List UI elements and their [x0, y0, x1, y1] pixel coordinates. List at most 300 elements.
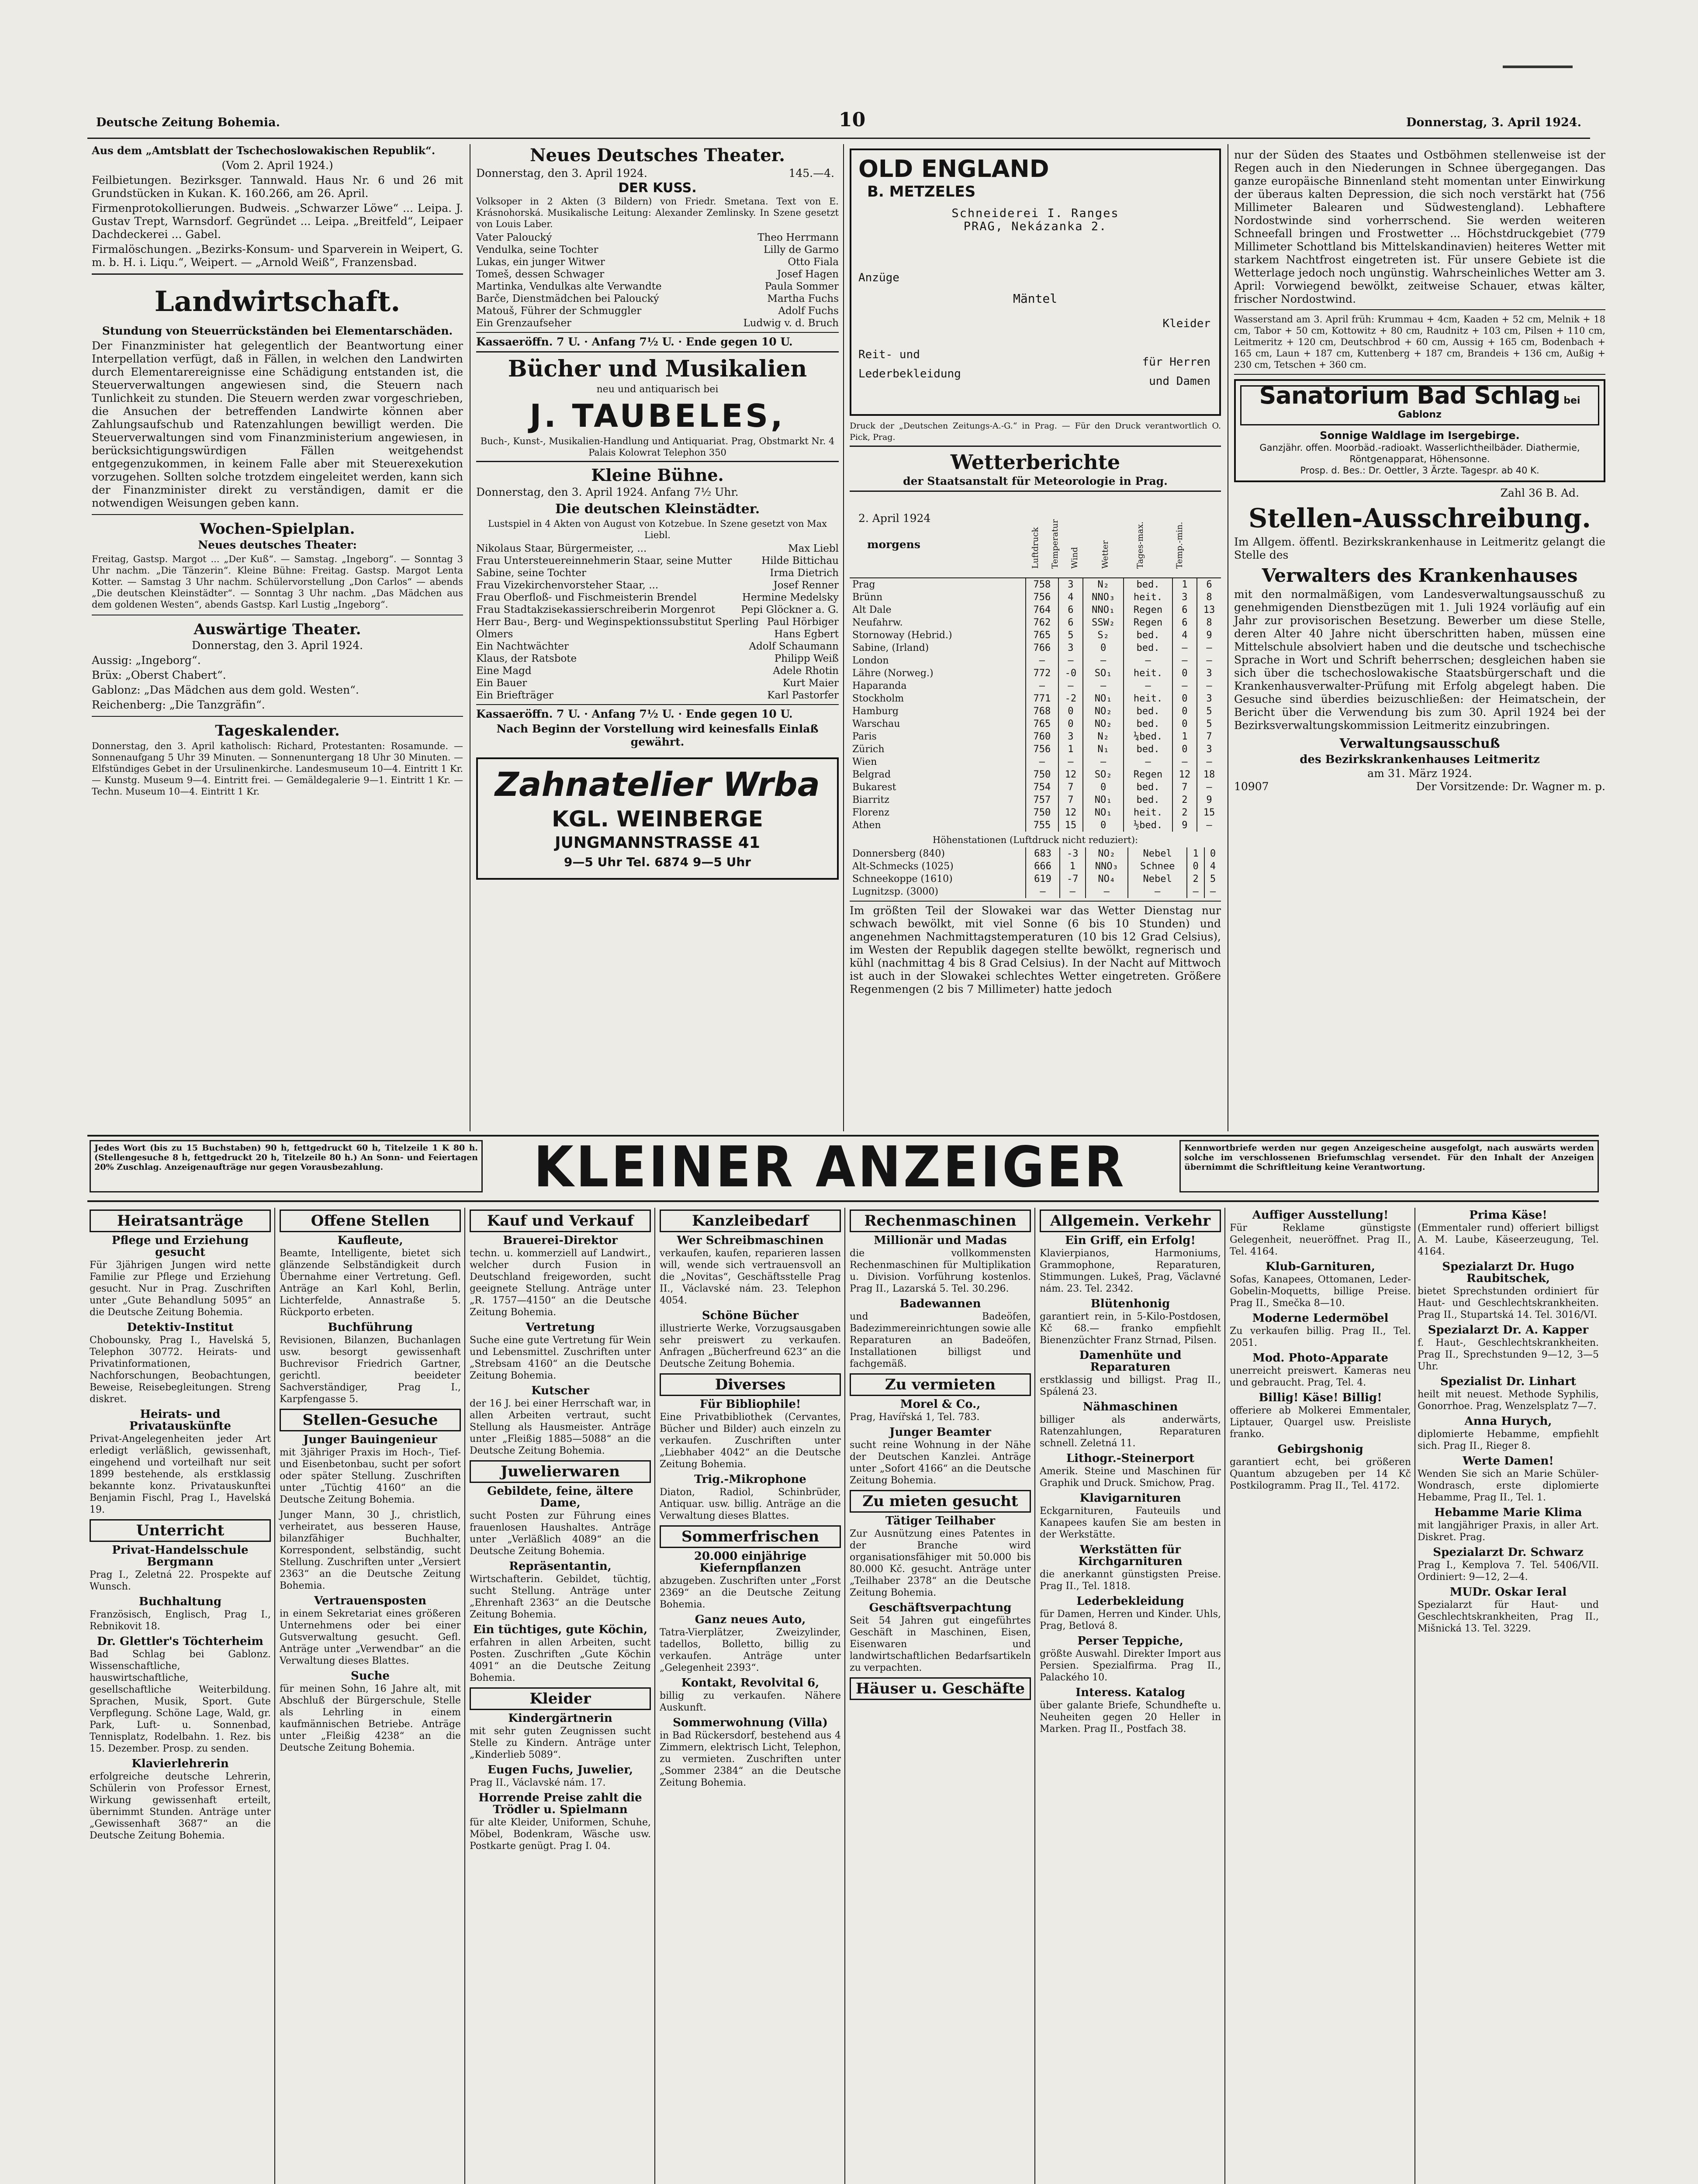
- oe-right: [1106, 314, 1210, 391]
- weather-value: 755: [1026, 819, 1058, 832]
- station-name: Biarritz: [852, 795, 889, 805]
- wrba-title: Zahnatelier Wrba: [495, 765, 820, 804]
- classified-ad-heading: Repräsentantin,: [509, 1560, 612, 1573]
- classified-column: [90, 1208, 271, 2184]
- cast-row: [476, 280, 839, 293]
- classified-ad-body: Privat-Angelegenheiten jeder Art erledigt verläßlich, gewissenhaft, eingehend und vorteilhaft nur seit 1899 bestehende, als erstklassig bekannte konz. Privatauskunftei Benjamin Fischl, Prag I., Havelská 19.: [90, 1434, 271, 1515]
- cast-role: Vater Paloucký: [476, 232, 552, 243]
- classified-ad-heading: Kontakt, Revolvital 6,: [681, 1676, 820, 1690]
- classified-ad-body: sucht Posten zur Führung eines frauenlosen Haushaltes. Anträge unter „Verläßlich 4089“ an die Deutsche Zeitung Bohemia.: [470, 1510, 651, 1557]
- weather-value: 0: [1083, 642, 1124, 654]
- weather-value: 7: [1058, 794, 1083, 806]
- classified-ad-heading: Gebirgshonig: [1277, 1443, 1363, 1456]
- weather-value: 4: [1172, 629, 1197, 642]
- classified-ad-heading: Heirats- und Privatauskünfte: [129, 1408, 232, 1433]
- weather-value: 1: [1172, 578, 1197, 591]
- weather-value: 683: [1026, 847, 1060, 860]
- play-title: DER KUSS.: [618, 180, 697, 196]
- classified-ad-heading: Buchhaltung: [138, 1595, 222, 1608]
- weather-value: —: [1197, 680, 1221, 692]
- classified-section-heading: Rechenmaschinen: [850, 1209, 1031, 1232]
- wasserstand: Wasserstand am 3. April früh: Krummau + 4cm, Kaaden + 52 cm, Melnik + 18 cm, Tabor + 50 cm, Kottowitz + 80 cm, Raudnitz + 103 cm, Pilsen + 110 cm, Leitmeritz + 120 cm, Deutschbrod + 60 cm, Aussig + 165 cm, Bodenbach + 165 cm, Laun + 187 cm, Kuttenberg + 187 cm, Brandeis + 136 cm, Außig + 230 cm, Tetschen + 360 cm.: [1234, 314, 1605, 370]
- oe-mid: Mäntel: [1013, 291, 1058, 306]
- station-name: Belgrad: [852, 769, 891, 780]
- cast-row: [476, 616, 839, 628]
- weather-value: —: [1124, 756, 1172, 768]
- classified-ad-body: Revisionen, Bilanzen, Buchanlagen usw. besorgt gewissenhaft Buchrevisor Friedrich Gartner, gerichtl. beeideter Sachverständiger, Prag I., Karpfengasse 5.: [280, 1335, 461, 1405]
- wrba-place: KGL. WEINBERGE: [552, 806, 763, 832]
- weather-value: 619: [1026, 873, 1060, 885]
- classified-ad-heading: Millionär und Madas: [874, 1234, 1007, 1247]
- classified-ad-heading: Wer Schreibmaschinen: [677, 1234, 824, 1247]
- column-divider: [843, 144, 844, 1131]
- classified-ad-body: abzugeben. Zuschriften unter „Forst 2369“ an die Deutsche Zeitung Bohemia.: [660, 1576, 841, 1610]
- classified-ad-body: erfahren in allen Arbeiten, sucht Posten. Zuschriften „Gute Köchin 4091“ an die Deutsche Zeitung Bohemia.: [470, 1637, 651, 1683]
- verwaltung-number: 10907: [1234, 780, 1269, 793]
- auswaertige-line: Brüx: „Oberst Chabert“.: [92, 669, 226, 681]
- classified-ad-heading: Ganz neues Auto,: [695, 1613, 806, 1626]
- weather-value: 3: [1197, 743, 1221, 756]
- weather-value: NO₂: [1083, 718, 1124, 730]
- weather-value: 3: [1058, 578, 1083, 591]
- weather-value: 765: [1026, 718, 1058, 730]
- wetter-sub: der Staatsanstalt für Meteorologie in Prag.: [903, 475, 1168, 487]
- classified-divider: [654, 1208, 655, 2184]
- classified-ad-body: Prag I., Zeletná 22. Prospekte auf Wunsch.: [90, 1569, 271, 1592]
- oe-left: [858, 268, 972, 384]
- classified-ad-body: der 16 J. bei einer Herrschaft war, in allen Arbeiten vertraut, sucht Stellung als Hausmeister. Anträge unter „Fleißig 1885—5088“ an die Deutsche Zeitung Bohemia.: [470, 1398, 651, 1456]
- classified-ad-heading: Perser Teppiche,: [1077, 1635, 1183, 1648]
- weather-table: [850, 578, 1221, 832]
- classified-ad-heading: Geschäftsverpachtung: [869, 1601, 1012, 1614]
- weather-row: [850, 578, 1221, 591]
- weather-value: 4: [1204, 860, 1221, 873]
- station-name: Hamburg: [852, 706, 899, 717]
- cast-role: Eine Magd: [476, 665, 532, 677]
- kleine-buehne-play: Die deutschen Kleinstädter.: [555, 501, 760, 517]
- sanatorium-near: bei Gablonz: [1398, 395, 1580, 420]
- classified-section-heading: Allgemein. Verkehr: [1040, 1209, 1221, 1232]
- weather-value: 766: [1026, 642, 1058, 654]
- station-name: Alt Dale: [852, 605, 892, 615]
- classified-ad-body: f. Haut-, Geschlechtskrankheiten. Prag II., Sprechstunden 9—12, 3—5 Uhr.: [1418, 1337, 1599, 1372]
- weather-value: SSW₂: [1083, 616, 1124, 629]
- oe-left-line: Reit- und: [858, 348, 920, 361]
- weather-value: Nebel: [1128, 847, 1187, 860]
- station-name: Haparanda: [852, 681, 907, 691]
- classified-ad-body: Junger Mann, 30 J., christlich, verheiratet, aus besseren Hause, bilanzfähiger Buchhalter, Korrespondent, selbständig, sucht Stellung. Zuschriften unter „Versiert 2363“ an die Deutsche Zeitung Bohemia.: [280, 1510, 461, 1591]
- verwaltung-title: Verwaltungsausschuß: [1339, 736, 1500, 751]
- classified-ad-heading: Vertretung: [526, 1321, 595, 1334]
- weather-row: [850, 794, 1221, 806]
- wetter-title: Wetterberichte: [950, 450, 1120, 474]
- classified-column: [850, 1208, 1031, 2184]
- classified-ad-body: Bad Schlag bei Gablonz. Wissenschaftliche, hauswirtschaftliche, gesellschaftliche Weiterbildung. Sprachen, Musik, Sport. Gute Verpflegung. Schöne Lage, Wald, gr. Park, Luft- u. Sonnenbad, Tennisplatz, Rodelbahn. 1. Rez. bis 15. Dezember. Prosp. zu senden.: [90, 1649, 271, 1754]
- weather-value: N₁: [1083, 743, 1124, 756]
- weather-value: 6: [1172, 604, 1197, 616]
- station-name: Bukarest: [852, 782, 896, 793]
- weather-value: 12: [1172, 768, 1197, 781]
- classified-ad-body: Amerik. Steine und Maschinen für Graphik und Druck. Smichow, Prag.: [1040, 1466, 1221, 1489]
- weather-value: SO₁: [1083, 667, 1124, 680]
- weather-value: 18: [1197, 768, 1221, 781]
- wochenspielplan-sub: Neues deutsches Theater:: [198, 539, 357, 551]
- classified-ad-heading: Spezialist Dr. Linhart: [1440, 1375, 1576, 1388]
- classified-ad-body: Chobounsky, Prag I., Havelská 5, Telephon 30772. Heirats- und Privatinformationen, Nachforschungen, Beobachtungen, Beweise, Reisebegleitungen. Streng diskret.: [90, 1335, 271, 1405]
- anzeiger-notice-text: Kennwortbriefe werden nur gegen Anzeigescheine ausgefolgt, nach auswärts werden solche im verschlossenen Briefumschlag versendet. Für den Inhalt der Anzeigen übernimmt die Schriftleitung keine Verantwortung.: [1184, 1143, 1594, 1172]
- weather-value: 756: [1026, 591, 1058, 604]
- weather-value: NNO₃: [1083, 591, 1124, 604]
- classified-ad-body: techn. u. kommerziell auf Landwirt., welcher durch Fusion in Deutschland freigeworden, sucht geeignete Stellung. Anträge unter „R. 1757—4150“ an die Deutsche Zeitung Bohemia.: [470, 1248, 651, 1318]
- weather-value: 2: [1172, 794, 1197, 806]
- weather-value: bed.: [1124, 578, 1172, 591]
- weather-value: NO₁: [1083, 692, 1124, 705]
- station-name: Florenz: [852, 807, 889, 818]
- wetter-table: [850, 578, 1221, 832]
- weather-value: —: [1204, 885, 1221, 898]
- station-name: Paris: [852, 731, 877, 742]
- classified-ad-heading: Für Bibliophile!: [699, 1398, 801, 1411]
- cast-role: Frau Stadtakzisekassierschreiberin Morgenrot: [476, 604, 716, 615]
- wochenspielplan-text: Freitag, Gastsp. Margot ... „Der Kuß“. — Samstag. „Ingeborg“. — Sonntag 3 Uhr nachm. „Die Tänzerin“. Kleine Bühne: Freitag. Gastsp. Margot Lenta Kotter. — Samstag 3 Uhr nachm. Schülervorstellung „Don Carlos“ — abends „Die deutschen Kleinstädter“. — Sonntag 3 Uhr nachm. „Das Mädchen aus dem goldenen Westen“, abends Gastsp. Karl Lustig „Ingeborg“.: [92, 554, 463, 610]
- weather-row: [850, 591, 1221, 604]
- weather-value: —: [1026, 654, 1058, 667]
- weather-value: 7: [1058, 781, 1083, 794]
- anzeiger-title: KLEINER ANZEIGER: [533, 1135, 1127, 1200]
- classified-column: [470, 1208, 651, 2184]
- weather-value: —: [1172, 642, 1197, 654]
- classified-ad-body: Beamte, Intelligente, bietet sich glänzende Selbständigkeit durch Übernahme einer Vertretung. Gefl. Anträge an Karl Kohl, Berlin, Lichterfelde, Annastraße 5. Rückporto erbeten.: [280, 1248, 461, 1318]
- cast-role: Herr Bau-, Berg- und Weginspektionssubstitut Sperling: [476, 616, 759, 628]
- classified-ad-heading: 20.000 einjährige Kiefernpflanzen: [694, 1550, 807, 1575]
- cast-row: [476, 689, 839, 702]
- weather-value: 758: [1026, 578, 1058, 591]
- weather-value: bed.: [1124, 743, 1172, 756]
- weather-value: Regen: [1124, 616, 1172, 629]
- station-name: Stornoway (Hebrid.): [852, 630, 952, 641]
- weather-value: —: [1060, 885, 1086, 898]
- hoehen-title: Höhenstationen (Luftdruck nicht reduziert):: [932, 835, 1138, 845]
- amtsblatt-item: Firmalöschungen. „Bezirks-Konsum- und Sparverein in Weipert, G. m. b. H. i. Liqu.“, Weipert. — „Arnold Weiß“, Franzensbad.: [92, 243, 463, 269]
- weather-value: —: [1197, 642, 1221, 654]
- column-1: [92, 144, 463, 1123]
- classified-section-heading: Kauf und Verkauf: [470, 1209, 651, 1232]
- cast-row: [476, 677, 839, 689]
- anzeiger-notice: [1179, 1140, 1599, 1192]
- classified-section-heading: Zu vermieten: [850, 1373, 1031, 1396]
- oe-sub: B. METZELES: [867, 183, 976, 200]
- auswaertige-line: Gablonz: „Das Mädchen aus dem gold. Westen“.: [92, 684, 359, 696]
- weather-row: [850, 718, 1221, 730]
- station-name: Zürich: [852, 744, 885, 755]
- cast-row: [476, 653, 839, 665]
- cast-row: [476, 293, 839, 305]
- wetter-date: 2. April 1924: [858, 512, 931, 525]
- classified-ad-body: Prag, Havířská 1, Tel. 783.: [850, 1412, 980, 1423]
- weather-value: ¼bed.: [1124, 730, 1172, 743]
- verwaltung-date: am 31. März 1924.: [1367, 767, 1472, 780]
- classified-ad-heading: Vertrauensposten: [314, 1594, 427, 1607]
- classified-ad-body: garantiert echt, bei größeren Quantum abzugeben per 14 Kč Postkilogramm. Prag II., Tel. 4172.: [1230, 1457, 1411, 1491]
- weather-value: -2: [1058, 692, 1083, 705]
- kleine-buehne-title: Kleine Bühne.: [591, 465, 724, 485]
- weather-row: [850, 756, 1221, 768]
- oe-line1: Schneiderei I. Ranges: [951, 207, 1119, 220]
- weather-row: [850, 768, 1221, 781]
- classified-column: [280, 1208, 461, 2184]
- classified-ad-body: Tatra-Vierplätzer, Zweizylinder, tadellos, Bolletto, billig zu verkaufen. Anträge unter „Gelegenheit 2393“.: [660, 1627, 841, 1673]
- classified-ad-heading: Morel & Co.,: [900, 1398, 981, 1411]
- classified-ad-heading: Hebamme Marie Klima: [1434, 1506, 1582, 1519]
- classified-ad-body: verkaufen, kaufen, reparieren lassen will, wende sich vertrauensvoll an die „Novitas“, Geschäftsstelle Prag II., Václavské nám. 23. Telephon 4054.: [660, 1248, 841, 1306]
- weather-value: bed.: [1124, 781, 1172, 794]
- weather-value: 0: [1058, 718, 1083, 730]
- cast-actor: Adele Rhotin: [773, 665, 839, 677]
- buecher-title: Bücher und Musikalien: [508, 356, 807, 382]
- classified-ad-heading: Kaufleute,: [337, 1234, 403, 1247]
- weather-value: 0: [1172, 692, 1197, 705]
- wetter-continued: nur der Süden des Staates und Ostböhmen stellenweise ist der Regen auch in den Niederungen in Schnee übergegangen. Das ganze europäische Binnenland steht momentan unter Einwirkung der überaus kalten Depression, die sich noch verstärkt hat (756 Millimeter Balearen und Südwestengland). Lebhaftere Nordostwinde sind vorherrschend. Sie werden weiteren Schneefall bringen und Frostwetter ... Höchstdruckgebiet (779 Millimeter Schottland bis Mittelskandinavien) heiteres Wetter mit starkem Nachtfrost eingetreten ist. Für unsere Gebiete ist die Wetterlage jedoch noch ungünstig. Wahrscheinliches Wetter am 3. April: Vorwiegend bewölkt, zeitweise Schauer, etwas kälter, frischer Nordostwind.: [1234, 149, 1605, 305]
- weather-value: 12: [1058, 768, 1083, 781]
- weather-row: [850, 654, 1221, 667]
- weather-row: [850, 705, 1221, 718]
- classified-ad-body: in einem Sekretariat eines größeren Unternehmens oder bei einer Gutsverwaltung gesucht. Gefl. Anträge unter „Verwendbar“ an die Verwaltung dieses Blattes.: [280, 1608, 461, 1666]
- weather-row: [850, 743, 1221, 756]
- weather-value: 3: [1058, 730, 1083, 743]
- weather-value: NNO₃: [1086, 860, 1128, 873]
- page-date: Donnerstag, 3. April 1924.: [1406, 116, 1581, 129]
- weather-value: 7: [1197, 730, 1221, 743]
- classified-section-heading: Kanzleibedarf: [660, 1209, 841, 1232]
- weather-table: [850, 847, 1221, 898]
- amtsblatt-item: Feilbietungen. Bezirksger. Tannwald. Haus Nr. 6 und 26 mit Grundstücken in Kukan. K. 160.266, am 26. April.: [92, 174, 463, 200]
- weather-row: [850, 680, 1221, 692]
- classified-section-heading: Häuser u. Geschäfte: [850, 1677, 1031, 1700]
- cast-actor: Paula Sommer: [764, 281, 839, 292]
- weather-value: 6: [1172, 616, 1197, 629]
- header-rule: [87, 138, 1590, 139]
- auswaertige-line: Reichenberg: „Die Tanzgräfin“.: [92, 698, 265, 711]
- weather-value: 0: [1172, 718, 1197, 730]
- weather-row: [850, 667, 1221, 680]
- weather-row: [850, 860, 1221, 873]
- weather-value: —: [1172, 680, 1197, 692]
- kleine-buehne-times: Kassaeröffn. 7 U. · Anfang 7½ U. · Ende gegen 10 U.: [476, 708, 793, 720]
- weather-value: 1: [1187, 847, 1204, 860]
- banner-rule-bottom: [87, 1200, 1599, 1202]
- station-name: Wien: [852, 757, 877, 767]
- classified-ad-body: erstklassig und billigst. Prag II., Spálená 23.: [1040, 1375, 1221, 1397]
- weather-value: ½bed.: [1124, 819, 1172, 832]
- cast-row: [476, 665, 839, 677]
- cast-actor: Hilde Bittichau: [761, 555, 839, 567]
- weather-value: —: [1083, 756, 1124, 768]
- kleine-buehne-date: Donnerstag, den 3. April 1924. Anfang 7½ Uhr.: [476, 486, 739, 498]
- weather-row: [850, 692, 1221, 705]
- tageskalender-text: Donnerstag, den 3. April katholisch: Richard, Protestanten: Rosamunde. — Sonnenaufgang 5 Uhr 39 Minuten. — Sonnenuntergang 18 Uhr 30 Minuten. — Elfstündiges Gebet in der Ursulinenkirche. Landesmuseum 10—4. Eintritt 1 Kr. — Kunstg. Museum 9—4. Eintritt frei. — Gemäldegalerie 9—1. Eintritt 1 Kr. — Techn. Museum 10—4. Eintritt 1 Kr.: [92, 741, 463, 797]
- weather-row: [850, 873, 1221, 885]
- weather-value: 2: [1172, 806, 1197, 819]
- station-name: Donnersberg (840): [852, 848, 945, 859]
- weather-value: —: [1124, 654, 1172, 667]
- station-name: Brünn: [852, 592, 883, 603]
- classified-ad-heading: Moderne Ledermöbel: [1252, 1312, 1389, 1325]
- classified-ad-heading: Mod. Photo-Apparate: [1252, 1351, 1388, 1365]
- weather-value: —: [1058, 654, 1083, 667]
- classified-ad-heading: Blütenhonig: [1090, 1297, 1170, 1310]
- cast-row: [476, 567, 839, 579]
- weather-row: [850, 781, 1221, 794]
- section-landwirtschaft-title: Landwirtschaft.: [154, 285, 401, 318]
- station-name: Alt-Schmecks (1025): [852, 861, 954, 872]
- weather-value: 5: [1204, 873, 1221, 885]
- classified-divider: [274, 1208, 275, 2184]
- weather-value: 3: [1058, 642, 1083, 654]
- classified-ad-body: und Badeöfen, Badezimmereinrichtungen sowie alle Reparaturen an Badeöfen, Installationen billigst und fachgemäß.: [850, 1311, 1031, 1369]
- classified-ad-heading: Lederbekleidung: [1076, 1595, 1184, 1608]
- classified-ad-heading: Trig.-Mikrophone: [694, 1473, 806, 1486]
- cast-role: Ein Grenzaufseher: [476, 318, 572, 329]
- oe-right-line: Kleider: [1162, 317, 1210, 330]
- weather-value: NO₄: [1086, 873, 1128, 885]
- weather-value: 1: [1060, 860, 1086, 873]
- oe-left-line: Anzüge: [858, 271, 899, 284]
- weather-row: [850, 847, 1221, 860]
- classified-ad-heading: Junger Beamter: [889, 1426, 991, 1439]
- wetter-header: Luftdruck: [1031, 527, 1040, 569]
- weather-value: Nebel: [1128, 873, 1187, 885]
- cast-actor: Josef Hagen: [777, 269, 839, 280]
- classified-ad-body: garantiert rein, in 5-Kilo-Postdosen, Kč 68.— franko empfiehlt Bienenzüchter Franz Strnad, Pilsen.: [1040, 1311, 1221, 1346]
- weather-value: 772: [1026, 667, 1058, 680]
- cast-actor: Josef Renner: [773, 580, 839, 591]
- weather-value: heit.: [1124, 667, 1172, 680]
- classified-ad-body: Prag II., Václavské nám. 17.: [470, 1777, 606, 1788]
- auswaertige-theater-title: Auswärtige Theater.: [194, 621, 361, 638]
- weather-value: —: [1197, 781, 1221, 794]
- sanatorium-line: Ganzjähr. offen. Moorbäd.-radioakt. Wasserlichtheilbäder. Diathermie, Röntgenapparat, Höhensonne.: [1259, 442, 1580, 464]
- section-landwirtschaft-sub: Stundung von Steuerrückständen bei Elementarschäden.: [102, 325, 453, 337]
- classified-ad-body: Sofas, Kanapees, Ottomanen, Leder-Gobelin-Moquetts, billige Preise. Prag II., Smečka 8—10.: [1230, 1274, 1411, 1309]
- weather-value: 8: [1197, 616, 1221, 629]
- classified-ad-heading: Schöne Bücher: [702, 1309, 799, 1322]
- classified-ad-body: Zur Ausnützung eines Patentes in der Branche wird organisationsfähiger mit 50.000 bis 80.000 Kč. gesucht. Anträge unter „Teilhaber 2378“ an die Deutsche Zeitung Bohemia.: [850, 1528, 1031, 1598]
- weather-value: —: [1172, 654, 1197, 667]
- classified-ad-body: Suche eine gute Vertretung für Wein und Lebensmittel. Zuschriften unter „Strebsam 4160“ an die Deutsche Zeitung Bohemia.: [470, 1335, 651, 1381]
- oe-line2: PRAG, Nekázanka 2.: [963, 220, 1107, 233]
- wetter-header: Tages-max.: [1135, 521, 1145, 569]
- cast-row: [476, 244, 839, 256]
- oe-title: OLD ENGLAND: [858, 155, 1049, 183]
- amtsblatt-title: Aus dem „Amtsblatt der Tschechoslowakischen Republik“.: [92, 144, 436, 157]
- classified-ad-body: unerreicht preiswert. Kameras neu und gebraucht. Prag, Tel. 4.: [1230, 1365, 1411, 1388]
- cast-role: Vendulka, seine Tochter: [476, 244, 598, 256]
- cast-row: [476, 604, 839, 616]
- classified-column: [1230, 1208, 1411, 2184]
- weather-row: [850, 604, 1221, 616]
- weather-value: 765: [1026, 629, 1058, 642]
- classified-ad-body: Wenden Sie sich an Marie Schüler-Wondrasch, erste diplomierte Hebamme, Prag II., Tel. 1.: [1418, 1469, 1599, 1503]
- sanatorium-ad: [1234, 379, 1605, 482]
- classified-ad-body: über galante Briefe, Schundhefte u. Neuheiten gegen 20 Heller in Marken. Prag II., Postfach 38.: [1040, 1700, 1221, 1735]
- classified-ad-body: diplomierte Hebamme, empfiehlt sich. Prag II., Rieger 8.: [1418, 1429, 1599, 1451]
- cast-actor: Ludwig v. d. Bruch: [743, 318, 839, 329]
- weather-value: 0: [1083, 819, 1124, 832]
- weather-value: bed.: [1124, 629, 1172, 642]
- classified-ad-body: mit sehr guten Zeugnissen sucht Stelle zu Kindern. Anträge unter „Kinderlieb 5089“.: [470, 1726, 651, 1760]
- weather-value: 762: [1026, 616, 1058, 629]
- weather-value: 6: [1197, 578, 1221, 591]
- weather-value: —: [1197, 756, 1221, 768]
- classified-ad-heading: Pflege und Erziehung gesucht: [111, 1234, 249, 1259]
- weather-value: SO₂: [1083, 768, 1124, 781]
- weather-value: bed.: [1124, 794, 1172, 806]
- cast-actor: Adolf Schaumann: [749, 641, 839, 652]
- classified-section-heading: Kleider: [470, 1687, 651, 1710]
- anzeiger-rates-text: Jedes Wort (bis zu 15 Buchstaben) 90 h, fettgedruckt 60 h, Titelzeile 1 K 80 h. (Stellengesuche 8 h, fettgedruckt 20 h, Titelzeile 80 h.) An Sonn- und Feiertagen 20% Zuschlag. Anzeigenaufträge nur gegen Vorausbezahlung.: [94, 1143, 478, 1172]
- station-name: Lugnitzsp. (3000): [852, 886, 939, 897]
- classified-ad-heading: Billig! Käse! Billig!: [1259, 1391, 1382, 1404]
- taubeles-name: J. TAUBELES,: [529, 397, 785, 434]
- weather-value: heit.: [1124, 692, 1172, 705]
- cast-actor: Martha Fuchs: [767, 293, 839, 304]
- cast-role: Martinka, Vendulkas alte Verwandte: [476, 281, 662, 292]
- station-name: Warschau: [852, 719, 900, 729]
- classified-ad-body: bietet Sprechstunden ordiniert für Haut- und Geschlechtskrankheiten. Prag II., Stupartská 14. Tel. 3016/VI.: [1418, 1286, 1599, 1320]
- classified-ad-heading: Klub-Garnituren,: [1266, 1260, 1375, 1273]
- theater-title: Neues Deutsches Theater.: [529, 145, 785, 166]
- classified-section-heading: Zu mieten gesucht: [850, 1490, 1031, 1513]
- classified-ad-heading: Klavigarnituren: [1079, 1492, 1181, 1505]
- classified-ad-heading: Nähmaschinen: [1082, 1400, 1178, 1413]
- cast-row: [476, 268, 839, 280]
- weather-row: [850, 819, 1221, 832]
- classified-ad-heading: Suche: [351, 1669, 390, 1683]
- classified-ad-body: Für Reklame günstigste Gelegenheit, neueröffnet. Prag II., Tel. 4164.: [1230, 1223, 1411, 1257]
- cast-actor: Kurt Maier: [782, 677, 839, 689]
- classified-ad-body: Eine Privatbibliothek (Cervantes, Bücher und Bilder) auch einzeln zu verkaufen. Zuschriften unter „Liebhaber 4042“ an die Deutsche Zeitung Bohemia.: [660, 1412, 841, 1470]
- weather-value: 750: [1026, 806, 1058, 819]
- classified-section-heading: Offene Stellen: [280, 1209, 461, 1232]
- wrba-hours: 9—5 Uhr Tel. 6874 9—5 Uhr: [564, 855, 751, 869]
- cast-role: Sabine, seine Tochter: [476, 567, 587, 579]
- weather-value: —: [1086, 885, 1128, 898]
- weather-value: —: [1124, 680, 1172, 692]
- classified-ad-heading: Privat-Handelsschule Bergmann: [112, 1544, 249, 1569]
- weather-value: NO₁: [1083, 794, 1124, 806]
- weather-value: 9: [1197, 794, 1221, 806]
- classified-divider: [1034, 1208, 1035, 2184]
- weather-value: —: [1083, 654, 1124, 667]
- classified-ad-heading: Tätiger Teilhaber: [885, 1514, 996, 1527]
- buecher-sub: neu und antiquarisch bei: [596, 384, 719, 395]
- station-name: Sabine, (Irland): [852, 643, 929, 653]
- page-header: [87, 111, 1590, 138]
- classified-ad-heading: Badewannen: [899, 1297, 981, 1310]
- classified-divider: [844, 1208, 845, 2184]
- weather-value: 666: [1026, 860, 1060, 873]
- classified-ad-body: heilt mit neuest. Methode Syphilis, Gonorrhoe. Prag, Wenzelsplatz 7—7.: [1418, 1389, 1599, 1412]
- weather-value: 1: [1058, 743, 1083, 756]
- cast-role: Tomeš, dessen Schwager: [476, 269, 605, 280]
- station-name: London: [852, 655, 889, 666]
- classified-ad-body: in Bad Rückersdorf, bestehend aus 4 Zimmern, elektrisch Licht, Telephon, zu vermieten. Zuschriften unter „Sommer 2384“ an die Deutsche Zeitung Bohemia.: [660, 1730, 841, 1788]
- weather-value: 8: [1197, 591, 1221, 604]
- cast-actor: Theo Herrmann: [757, 232, 839, 243]
- classified-ad-body: mit langjähriger Praxis, in aller Art. Diskret. Prag.: [1418, 1520, 1599, 1543]
- classified-ad-body: billig zu verkaufen. Nähere Auskunft.: [660, 1690, 841, 1713]
- wetter-header: Temperatur: [1050, 519, 1060, 569]
